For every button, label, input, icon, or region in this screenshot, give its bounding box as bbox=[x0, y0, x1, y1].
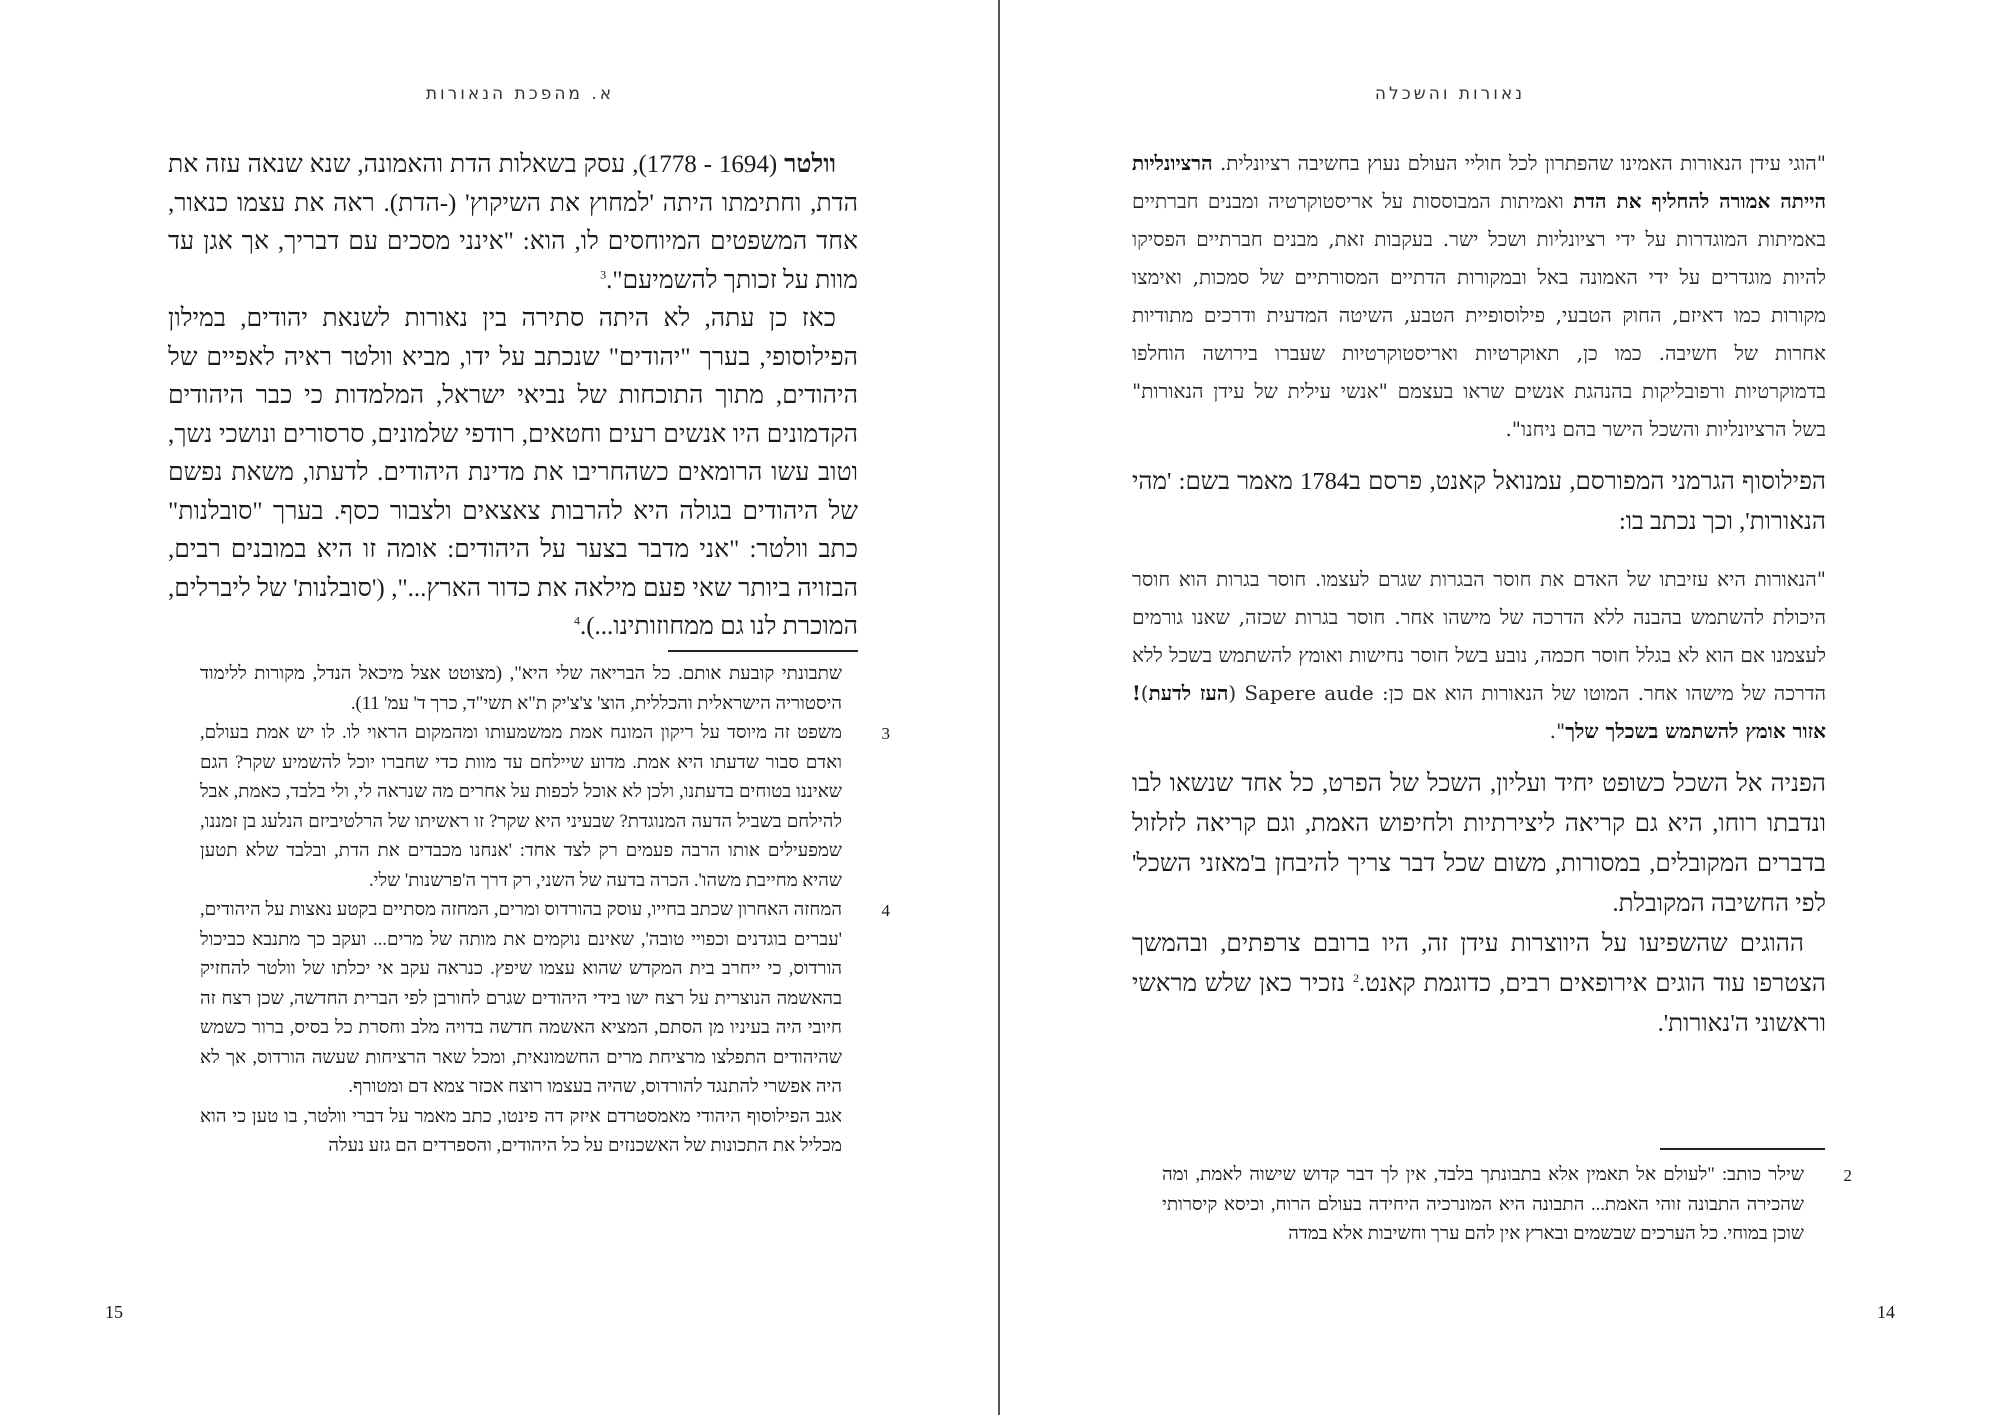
footnote bbox=[170, 896, 890, 1103]
paragraph-voltaire: וולטר (1694 - 1778), עסק בשאלות הדת והאמונה, שנא שנאה עזה את הדת, וחתימתו היתה 'למחוץ את השיקוץ' (-הדת). ראה את עצמו כנאור, אחד המשפטים המיוחסים לו, הוא: "אינני מסכים עם דבריך, אך אגן עד מוות על זכותך להשמיעם".$^3$ bbox=[168, 151, 858, 294]
footnote-divider bbox=[1660, 1148, 1825, 1150]
running-head: א. מהפכת הנאורות bbox=[425, 84, 615, 104]
right-page bbox=[1000, 0, 1996, 1415]
paragraph-kant-intro: הפילוסוף הגרמני המפורסם, עמנואל קאנט, פרסם ב1784 מאמר בשם: 'מהי הנאורות', וכך נכתב בו: bbox=[1132, 468, 1826, 535]
block-quote-enlightenment: "הוגי עידן הנאורות האמינו שהפתרון לכל חוליי העולם נעוץ בחשיבה רציונלית. הרציונליות הייתה אמורה להחליף את הדת ואמיתות המבוססות על אריסטוקרטיה ומבנים חברתיים באמיתות המוגדרות על ידי רציונליות ושכל ישר. בעקבות זאת, מבנים חברתיים הפסיקו להיות מוגדרים על ידי האמונה באל ובמקורות הדתיים המסורתיים של סמכות, ואימצו מקורות כמו דאיזם, החוק הטבעי, פילוסופיית הטבע, השיטה המדעית ודרכים מתודיות אחרות של חשיבה. כמו כן, תאוקרטיות ואריסטוקרטיות שעברו בירושה הוחלפו בדמוקרטיות ורפובליקות בהנהגת אנשים שראו בעצמם "אנשי עילית של עידן הנאורות" בשל הרציונליות והשכל הישר בהם ניחנו". bbox=[1132, 151, 1827, 441]
page-number: 14 bbox=[1877, 1302, 1895, 1322]
main-text bbox=[168, 146, 858, 647]
bold-name: וולטר bbox=[784, 151, 837, 178]
footnote-number: 3 bbox=[881, 724, 890, 743]
footnote bbox=[170, 719, 890, 896]
running-head: נאורות והשכלה bbox=[1374, 84, 1526, 104]
footnote-number bbox=[842, 660, 890, 719]
paragraph-thinkers: ההוגים שהשפיעו על היווצרות עידן זה, היו ברובם צרפתים, ובהמשך הצטרפו עוד הוגים אירופאים רבים, כדוגמת קאנט.$^2$ נזכיר כאן שלש מראשי וראשוני ה'נאורות'. bbox=[1132, 930, 1826, 1037]
footnote-number bbox=[842, 1103, 890, 1162]
footnote-ref[interactable]: 4 bbox=[573, 613, 580, 628]
footnote-text: שתבונתי קובעת אותם. כל הבריאה שלי היא", (מצוטט אצל מיכאל הנדל, מקורות ללימוד היסטוריה הישראלית והכללית, הוצ' צ'צ'יק ת"א תשי"ד, כרך ד' עמ' 11). bbox=[200, 664, 842, 714]
footnote-text: משפט זה מיוסד על ריקון המונח אמת ממשמעותו ומהמקום הראוי לו. לו יש אמת בעולם, ואדם סבור שדעתו היא אמת. מדוע שיילחם עד מוות כדי שחברו יוכל להשמיע שקר? הגם שאיננו בטוחים בדעתנו, ולכן לא אוכל לכפות על אחרים מה שנראה לי, ולי בלבד, כאמת, אבל להילחם בשביל הדעה המנוגדת? שבעיני היא שקר? זו ראשיתו של הרלטיביזם הנלעג בן זמננו, שמפעילים אותו הרבה פעמים רק לצד אחד: 'אנחנו מכבדים את הדת, ובלבד שלא תטען שהיא מחייבת משהו'. הכרה בדעה של השני, רק דרך ה'פרשנות' שלי. bbox=[200, 723, 842, 891]
latin-motto: Sapere aude bbox=[1244, 681, 1374, 705]
footnote-number: 4 bbox=[881, 901, 890, 920]
footnote-ref[interactable]: 3 bbox=[600, 267, 607, 282]
footnote bbox=[170, 1103, 890, 1162]
footnote-text: שילר כותב: "לעולם אל תאמין אלא בתבונתך בלבד, אין לך דבר קדוש שישוה לאמת, ומה שהכירה התבונה זוהי האמת... התבונה היא המונרכיה היחידה בעולם הרוח, וכיסא קיסרותי שוכן במוחי. כל הערכים שבשמים ובארץ אין להם ערך וחשיבות אלא במדה bbox=[1162, 1165, 1804, 1244]
footnotes bbox=[1132, 1161, 1852, 1250]
footnote-divider bbox=[668, 650, 858, 652]
block-quote-kant: "הנאורות היא עזיבתו של האדם את חוסר הבגרות שגרם לעצמו. חוסר בגרות הוא חוסר היכולת להשתמש בהבנה ללא הדרכה של מישהו אחר. חוסר בגרות שכזה, שאנו גורמים לעצמנו אם הוא לא בגלל חוסר חכמה, נובע בשל חוסר נחישות ואומץ להשתמש בשכל ללא הדרכה של מישהו אחר. המוטו של הנאורות הוא אם כן: Sapere aude (העז לדעת)! אזור אומץ להשתמש בשכלך שלך". bbox=[1132, 567, 1826, 743]
footnotes bbox=[170, 660, 890, 1162]
footnote bbox=[170, 660, 890, 719]
footnote-text: אגב הפילוסוף היהודי מאמסטרדם איזק דה פינטו, כתב מאמר על דברי וולטר, בו טען כי הוא מכליל את התכונות של האשכנזים על כל היהודים, והספרדים הם גזע נעלה bbox=[200, 1106, 842, 1156]
footnote-ref[interactable]: 2 bbox=[1352, 970, 1359, 985]
footnote bbox=[1132, 1161, 1852, 1250]
paragraph-dictionary: כאז כן עתה, לא היתה סתירה בין נאורות לשנאת יהודים, במילון הפילוסופי, בערך "יהודים" שנכתב על ידו, מביא וולטר ראיה לאפיים של היהודים, מתוך התוכחות של נביאי ישראל, המלמדות כי כבר היהודים הקדמונים היו אנשים רעים וחטאים, רודפי שלמונים, סרסורים ונושכי נשך, וטוב עשו הרומאים כשהחריבו את מדינת היהודים. לדעתו, משאת נפשם של היהודים בגולה היא להרבות צאצאים ולצבור כסף. בערך "סובלנות" כתב וולטר: "אני מדבר בצער על היהודים: אומה זו היא במובנים רבים, הבזויה ביותר שאי פעם מילאה את כדור הארץ...", ('סובלנות' של ליברלים, המוכרת לנו גם ממחוזותינו...).$^4$ bbox=[168, 305, 858, 640]
footnote-text: המחזה האחרון שכתב בחייו, עוסק בהורדוס ומרים, המחזה מסתיים בקטע נאצות על היהודים, 'עברים בוגדנים וכפויי טובה', שאינם נוקמים את מותה של מרים... ועקב כך מתנבא כביכול הורדוס, כי ייחרב בית המקדש שהוא עצמו שיפץ. כנראה עקב אי יכלתו של וולטר להחזיק בהאשמה הנוצרית על רצח ישו בידי היהודים שגרם לחורבן לפי הברית החדשה, שכן רצח זה חיובי היה בעיניו מן הסתם, המציא האשמה חדשה בדויה מלב וחסרת כל בסיס, ברור כשמש שהיהודים התפלצו מרציחת מרים החשמונאית, ומכל שאר הרציחות שעשה הורדוס, אך לא היה אפשרי להתנגד להורדוס, שהיה בעצמו רוצח אכזר צמא דם ומטורף. bbox=[200, 900, 842, 1097]
footnote-number: 2 bbox=[1843, 1166, 1852, 1185]
page-number: 15 bbox=[105, 1302, 123, 1322]
main-text bbox=[1132, 144, 1826, 1044]
paragraph-reason: הפניה אל השכל כשופט יחיד ועליון, השכל של הפרט, כל אחד שנשאו לבו ונדבתו רוחו, היא גם קריאה ליצירתיות ולחיפוש האמת, וגם קריאה לזלזול בדברים המקובלים, במסורות, משום שכל דבר צריך להיבחן ב'מאזני השכל' לפי החשיבה המקובלת. bbox=[1132, 770, 1826, 917]
